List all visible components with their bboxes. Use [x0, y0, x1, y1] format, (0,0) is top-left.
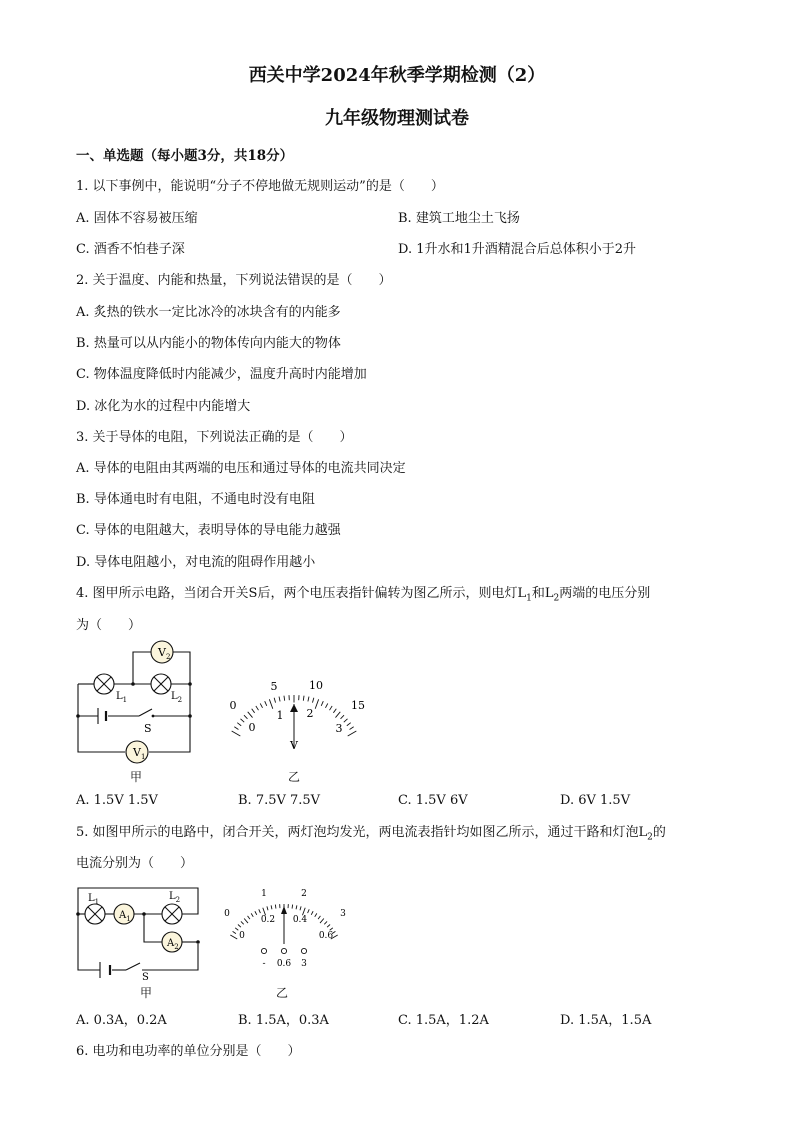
q4-stem-part3: 两端的电压分别 [559, 586, 651, 601]
q5-switch-label: S [142, 972, 149, 983]
q5-top-0: 0 [224, 909, 230, 919]
q4-needle-arrow [290, 704, 298, 712]
q5-ammeter-dial [222, 884, 352, 974]
q5-dial-tick [251, 913, 253, 916]
q5-dial-tick [330, 928, 333, 930]
q5-dial-tick [327, 925, 330, 928]
q5-option-a: A. 0.3A，0.2A [76, 1013, 167, 1028]
q5-dial-tick [259, 909, 261, 913]
q4-sub-1: 1 [526, 593, 532, 604]
q1-option-a: A. 固体不容易被压缩 [76, 211, 198, 226]
q5-terminal-3-label: 3 [301, 959, 307, 969]
q4-v2-label: $V_2$ [158, 646, 171, 661]
q4-v1-label: $V_1$ [133, 746, 146, 761]
q4-circuit-diagram [72, 636, 202, 761]
q4-dial-tick [347, 723, 351, 726]
q5-dial-tick [324, 921, 327, 924]
q5-dial-tick [235, 928, 238, 930]
q5-a2-label: $A_2$ [167, 938, 179, 951]
q2-option-d: D. 冰化为水的过程中内能增大 [76, 399, 251, 414]
q5-dial-tick [296, 905, 297, 909]
q4-bottom-1: 1 [276, 709, 284, 722]
q5-bottom-04: 0.4 [292, 915, 308, 925]
q2-option-a: A. 炙热的铁水一定比冰冷的冰块含有的内能多 [76, 305, 341, 320]
q5-dial-tick [320, 919, 324, 924]
q4-dial-tick [232, 731, 241, 736]
q4-option-d: D. 6V 1.5V [560, 793, 631, 808]
q5-dial-tick [271, 905, 272, 909]
q4-dial-tick [279, 697, 280, 702]
q3-option-c: C. 导体的电阻越大，表明导体的导电能力越强 [76, 523, 341, 538]
q1-option-b: B. 建筑工地尘土飞扬 [398, 211, 520, 226]
q5-figure-jia: 甲 [140, 986, 153, 1000]
q4-option-c: C. 1.5V 6V [398, 793, 468, 808]
q5-terminal-neg [261, 948, 266, 953]
q4-dial-tick [333, 709, 336, 713]
q5-l1-label: $L_1$ [88, 893, 100, 906]
q4-dial-tick [248, 712, 253, 718]
section-heading: 一、单选题（每小题3分，共18分） [76, 148, 294, 164]
q4-dial-tick [308, 697, 309, 702]
q5-top-3: 3 [340, 909, 346, 919]
q3-option-a: A. 导体的电阻由其两端的电压和通过导体的电流共同决定 [76, 461, 406, 476]
q5-a1-label: $A_1$ [119, 910, 131, 923]
q4-bottom-2: 2 [306, 707, 314, 720]
q4-bottom-3: 3 [335, 722, 343, 735]
q5-terminal-3 [301, 948, 306, 953]
q4-dial-tick [234, 727, 238, 730]
q5-sub-2: 2 [647, 832, 653, 843]
q5-figure-yi: 乙 [276, 986, 289, 1000]
q4-top-0: 0 [229, 699, 237, 712]
q3-option-d: D. 导体电阻越小，对电流的阻碍作用越小 [76, 555, 316, 570]
q5-dial-tick [267, 906, 268, 910]
q4-dial-tick [341, 715, 344, 719]
q4-voltmeter-dial [222, 672, 372, 762]
q4-dial-tick [335, 712, 340, 718]
q4-dial-tick [240, 719, 244, 722]
q5-terminal-neg-label: - [262, 959, 266, 969]
q4-option-b: B. 7.5V 7.5V [238, 793, 321, 808]
q2-option-b: B. 热量可以从内能小的物体传向内能大的物体 [76, 336, 341, 351]
q5-needle-arrow [281, 906, 287, 914]
q4-dial-tick [321, 701, 323, 706]
q2-stem: 2. 关于温度、内能和热量，下列说法错误的是（ ） [76, 273, 392, 288]
q4-stem-line2: 为（ ） [76, 618, 142, 633]
q5-circuit-diagram [74, 884, 204, 983]
q5-top-2: 2 [301, 889, 307, 899]
q5-stem [76, 824, 666, 842]
q4-unit-label: V [290, 739, 298, 752]
q4-dial-tick [265, 701, 267, 706]
q4-dial-tick [252, 709, 255, 713]
q4-top-5: 5 [270, 680, 278, 693]
q5-bottom-02: 0.2 [260, 915, 276, 925]
q5-option-b: B. 1.5A，0.3A [238, 1013, 329, 1028]
q4-dial-tick [303, 696, 304, 701]
q5-dial-tick [255, 911, 257, 915]
q5-bottom-06: 0.6 [318, 931, 334, 941]
q5-terminal-06 [281, 948, 286, 953]
exam-subtitle: 九年级物理测试卷 [325, 108, 469, 129]
q5-dial-tick [308, 909, 310, 913]
q4-dial-tick [348, 731, 357, 736]
q4-bottom-0: 0 [248, 721, 256, 734]
q5-top-1: 1 [261, 889, 267, 899]
q4-dial-tick [269, 699, 272, 708]
q5-dial-tick [241, 921, 244, 924]
q1-option-c: C. 酒香不怕巷子深 [76, 242, 185, 257]
q4-dial-tick [330, 706, 333, 710]
q2-option-c: C. 物体温度降低时内能减少，温度升高时内能增加 [76, 367, 367, 382]
q3-stem: 3. 关于导体的电阻，下列说法正确的是（ ） [76, 430, 353, 445]
q5-stem-part1: 5. 如图甲所示的电路中，闭合开关，两灯泡均发光，两电流表指针均如图乙所示，通过干路和灯泡L [76, 825, 648, 840]
q5-dial-tick [233, 931, 236, 933]
q4-dial-tick [237, 723, 241, 726]
q4-dial-tick [256, 706, 259, 710]
q4-figure-yi: 乙 [288, 770, 301, 784]
q5-dial-tick [275, 905, 276, 909]
q4-dial-tick [260, 703, 262, 707]
q5-dial-tick [292, 905, 293, 909]
q5-dial-tick [230, 935, 237, 939]
q4-dial-tick [315, 699, 318, 708]
exam-title: 西关中学2024年秋季学期检测（2） [248, 65, 546, 86]
q5-dial-tick [318, 916, 320, 919]
q6-stem: 6. 电功和电功率的单位分别是（ ） [76, 1044, 301, 1059]
q5-stem-line2: 电流分别为（ ） [76, 856, 194, 871]
q4-top-15: 15 [351, 699, 365, 712]
q4-stem-part1: 4. 图甲所示电路，当闭合开关S后，两个电压表指针偏转为图乙所示，则电灯L [76, 586, 527, 601]
q5-terminal-06-label: 0.6 [276, 959, 292, 969]
q4-option-a: A. 1.5V 1.5V [76, 793, 158, 808]
q4-dial-tick [312, 698, 313, 703]
q5-dial-tick [248, 916, 250, 919]
q4-dial-tick [244, 715, 247, 719]
q4-switch-label: S [144, 722, 152, 735]
q4-dial-tick [325, 703, 327, 707]
q5-option-d: D. 1.5A，1.5A [560, 1013, 652, 1028]
q4-stem [76, 585, 650, 603]
q4-dial-tick [274, 698, 275, 703]
q5-dial-tick [300, 906, 301, 910]
q3-option-b: B. 导体通电时有电阻，不通电时没有电阻 [76, 492, 315, 507]
q5-option-c: C. 1.5A，1.2A [398, 1013, 489, 1028]
q5-dial-tick [238, 925, 241, 928]
q5-bottom-0: 0 [239, 931, 245, 941]
q4-figure-jia: 甲 [130, 770, 143, 784]
q4-sub-2: 2 [553, 593, 560, 604]
q4-stem-part2: 和L [531, 586, 554, 601]
q4-dial-tick [350, 727, 354, 730]
q1-stem: 1. 以下事例中，能说明“分子不停地做无规则运动”的是（ ） [76, 179, 444, 194]
q4-dial-tick [344, 719, 348, 722]
q5-dial-tick [315, 913, 317, 916]
q5-dial-tick [244, 919, 248, 924]
q4-l2-label: $L_2$ [171, 691, 183, 704]
q1-option-d: D. 1升水和1升酒精混合后总体积小于2升 [398, 242, 637, 257]
q4-top-10: 10 [309, 679, 323, 692]
q4-dial-tick [284, 696, 285, 701]
q5-dial-tick [311, 911, 313, 915]
q4-l1-label: $L_1$ [116, 691, 128, 704]
q5-stem-part2: 的 [652, 825, 666, 840]
q5-l2-label: $L_2$ [169, 891, 181, 904]
